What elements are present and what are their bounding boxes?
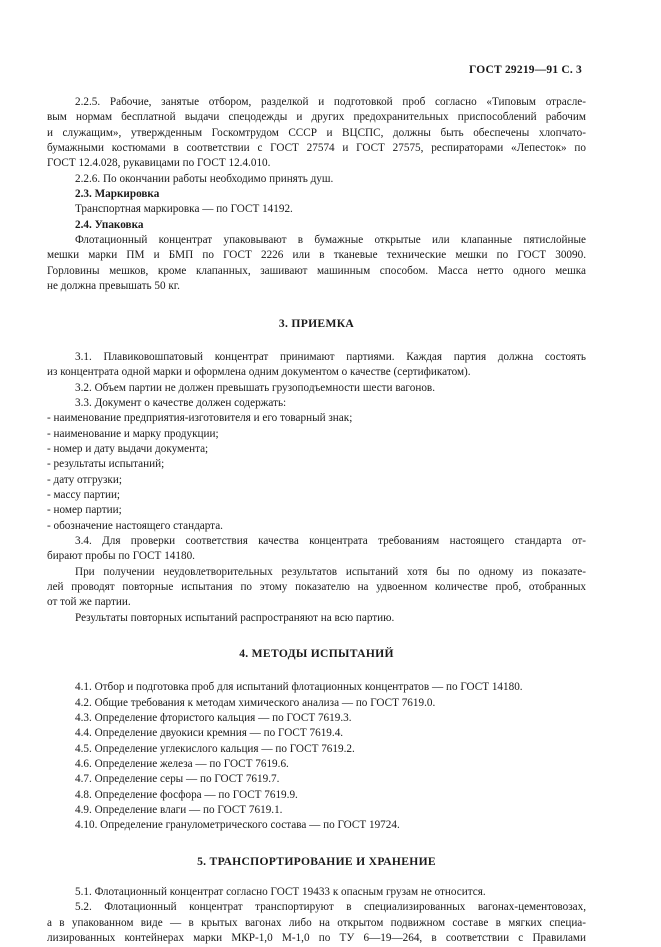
heading-2-4: 2.4. Упаковка <box>75 218 144 231</box>
text-line: При получении неудовлетворительных результатов испытаний хотя бы по одному из показате- <box>75 565 586 578</box>
list-item: 4.7. Определение серы — по ГОСТ 7619.7. <box>75 773 280 786</box>
text-line: лей проводят повторные испытания по этому показателю на удвоенном количестве проб, отобранных <box>47 580 586 593</box>
paragraph-results: Результаты повторных испытаний распространяют на всю партию. <box>75 611 395 624</box>
list-item: - обозначение настоящего стандарта. <box>47 519 223 532</box>
heading-2-3: 2.3. Маркировка <box>75 188 160 201</box>
paragraph-3-3: 3.3. Документ о качестве должен содержать: <box>75 396 287 409</box>
text-line: и служащим», утвержденным Госкомтрудом СССР и ВЦСПС, должны быть обеспечены хлопчато- <box>47 126 586 139</box>
text-line: ГОСТ 12.4.028, рукавицами по ГОСТ 12.4.010. <box>47 157 271 170</box>
text-line: Горловины мешков, кроме клапанных, зашивают машинным способом. Масса нетто одного мешка <box>47 264 586 277</box>
text-line: бирают пробы по ГОСТ 14180. <box>47 550 195 563</box>
list-item: 4.6. Определение железа — по ГОСТ 7619.6. <box>75 758 289 771</box>
paragraph-5-2 <box>47 900 586 946</box>
paragraph-5-1: 5.1. Флотационный концентрат согласно ГОСТ 19433 к опасным грузам не относится. <box>75 886 486 899</box>
paragraph-2-4 <box>47 233 586 294</box>
text-line: вым нормам бесплатной выдачи спецодежды и других предохранительных приспособлений рабочим <box>47 111 586 124</box>
text-line: бумажными костюмами в соответствии с ГОСТ 27574 и ГОСТ 27575, респираторами «Лепесток» по <box>47 142 586 155</box>
quality-document-list <box>47 411 586 534</box>
text-line: 2.2.5. Рабочие, занятые отбором, разделкой и подготовкой проб согласно «Типовым отрасле- <box>75 96 586 108</box>
paragraph-repeat-tests <box>47 565 586 611</box>
list-item: - номер партии; <box>47 504 122 517</box>
list-item: - дату отгрузки; <box>47 473 122 486</box>
list-item: - номер и дату выдачи документа; <box>47 442 209 455</box>
section-3-title: 3. ПРИЕМКА <box>278 317 355 331</box>
list-item: - наименование предприятия-изготовителя и его товарный знак; <box>47 412 353 425</box>
text-line: мешки марки ПМ и БМП по ГОСТ 2226 или в тканевые технические мешки по ГОСТ 30090. <box>47 249 586 262</box>
text-line: от той же партии. <box>47 596 131 609</box>
list-item: 4.4. Определение двуокиси кремния — по ГОСТ 7619.4. <box>75 727 344 740</box>
paragraph-3-4 <box>47 534 586 565</box>
list-item: 4.8. Определение фосфора — по ГОСТ 7619.9. <box>75 788 298 801</box>
list-item: - наименование и марку продукции; <box>47 427 219 440</box>
section-5-title: 5. ТРАНСПОРТИРОВАНИЕ И ХРАНЕНИЕ <box>197 854 436 868</box>
text-line: лизированных контейнерах марки МКР-1,0 М-1,0 по ТУ 6—19—264, в соответствии с Правилами <box>47 932 586 945</box>
text-line: Флотационный концентрат упаковывают в бумажные открытые или клапанные пятислойные <box>75 234 586 247</box>
paragraph-2-2-5 <box>47 95 586 172</box>
text-line: 5.2. Флотационный концентрат транспортируют в специализированных вагонах-цементовозах, <box>75 901 586 914</box>
list-item: 4.10. Определение гранулометрического состава — по ГОСТ 19724. <box>75 819 400 832</box>
paragraph-2-3: Транспортная маркировка — по ГОСТ 14192. <box>75 203 293 216</box>
test-methods-list <box>47 680 586 833</box>
section-4-title: 4. МЕТОДЫ ИСПЫТАНИЙ <box>239 647 394 660</box>
page-header: ГОСТ 29219—91 С. 3 <box>469 64 582 76</box>
paragraph-3-2: 3.2. Объем партии не должен превышать грузоподъемности шести вагонов. <box>75 381 435 394</box>
list-item: 4.3. Определение фтористого кальция — по ГОСТ 7619.3. <box>75 712 352 725</box>
list-item: 4.1. Отбор и подготовка проб для испытаний флотационных концентратов — по ГОСТ 14180. <box>75 681 523 694</box>
text-line: а в упакованном виде — в крытых вагонах либо на открытом подвижном составе в мягких специа- <box>47 916 586 929</box>
text-line: 3.4. Для проверки соответствия качества концентрата требованиям настоящего стандарта от- <box>75 534 586 547</box>
paragraph-3-1 <box>47 350 586 381</box>
list-item: - массу партии; <box>47 488 121 501</box>
list-item: - результаты испытаний; <box>47 458 165 471</box>
document-body <box>47 95 586 947</box>
text-line: 3.1. Плавиковошпатовый концентрат принимают партиями. Каждая партия должна состоять <box>75 350 586 363</box>
list-item: 4.5. Определение углекислого кальция — по ГОСТ 7619.2. <box>75 742 355 755</box>
text-line: из концентрата одной марки и оформлена одним документом о качестве (сертификатом). <box>47 366 471 379</box>
paragraph-2-2-6: 2.2.6. По окончании работы необходимо принять душ. <box>75 172 334 185</box>
text-line: не должна превышать 50 кг. <box>47 280 180 293</box>
list-item: 4.2. Общие требования к методам химического анализа — по ГОСТ 7619.0. <box>75 696 436 709</box>
list-item: 4.9. Определение влаги — по ГОСТ 7619.1. <box>75 804 283 817</box>
